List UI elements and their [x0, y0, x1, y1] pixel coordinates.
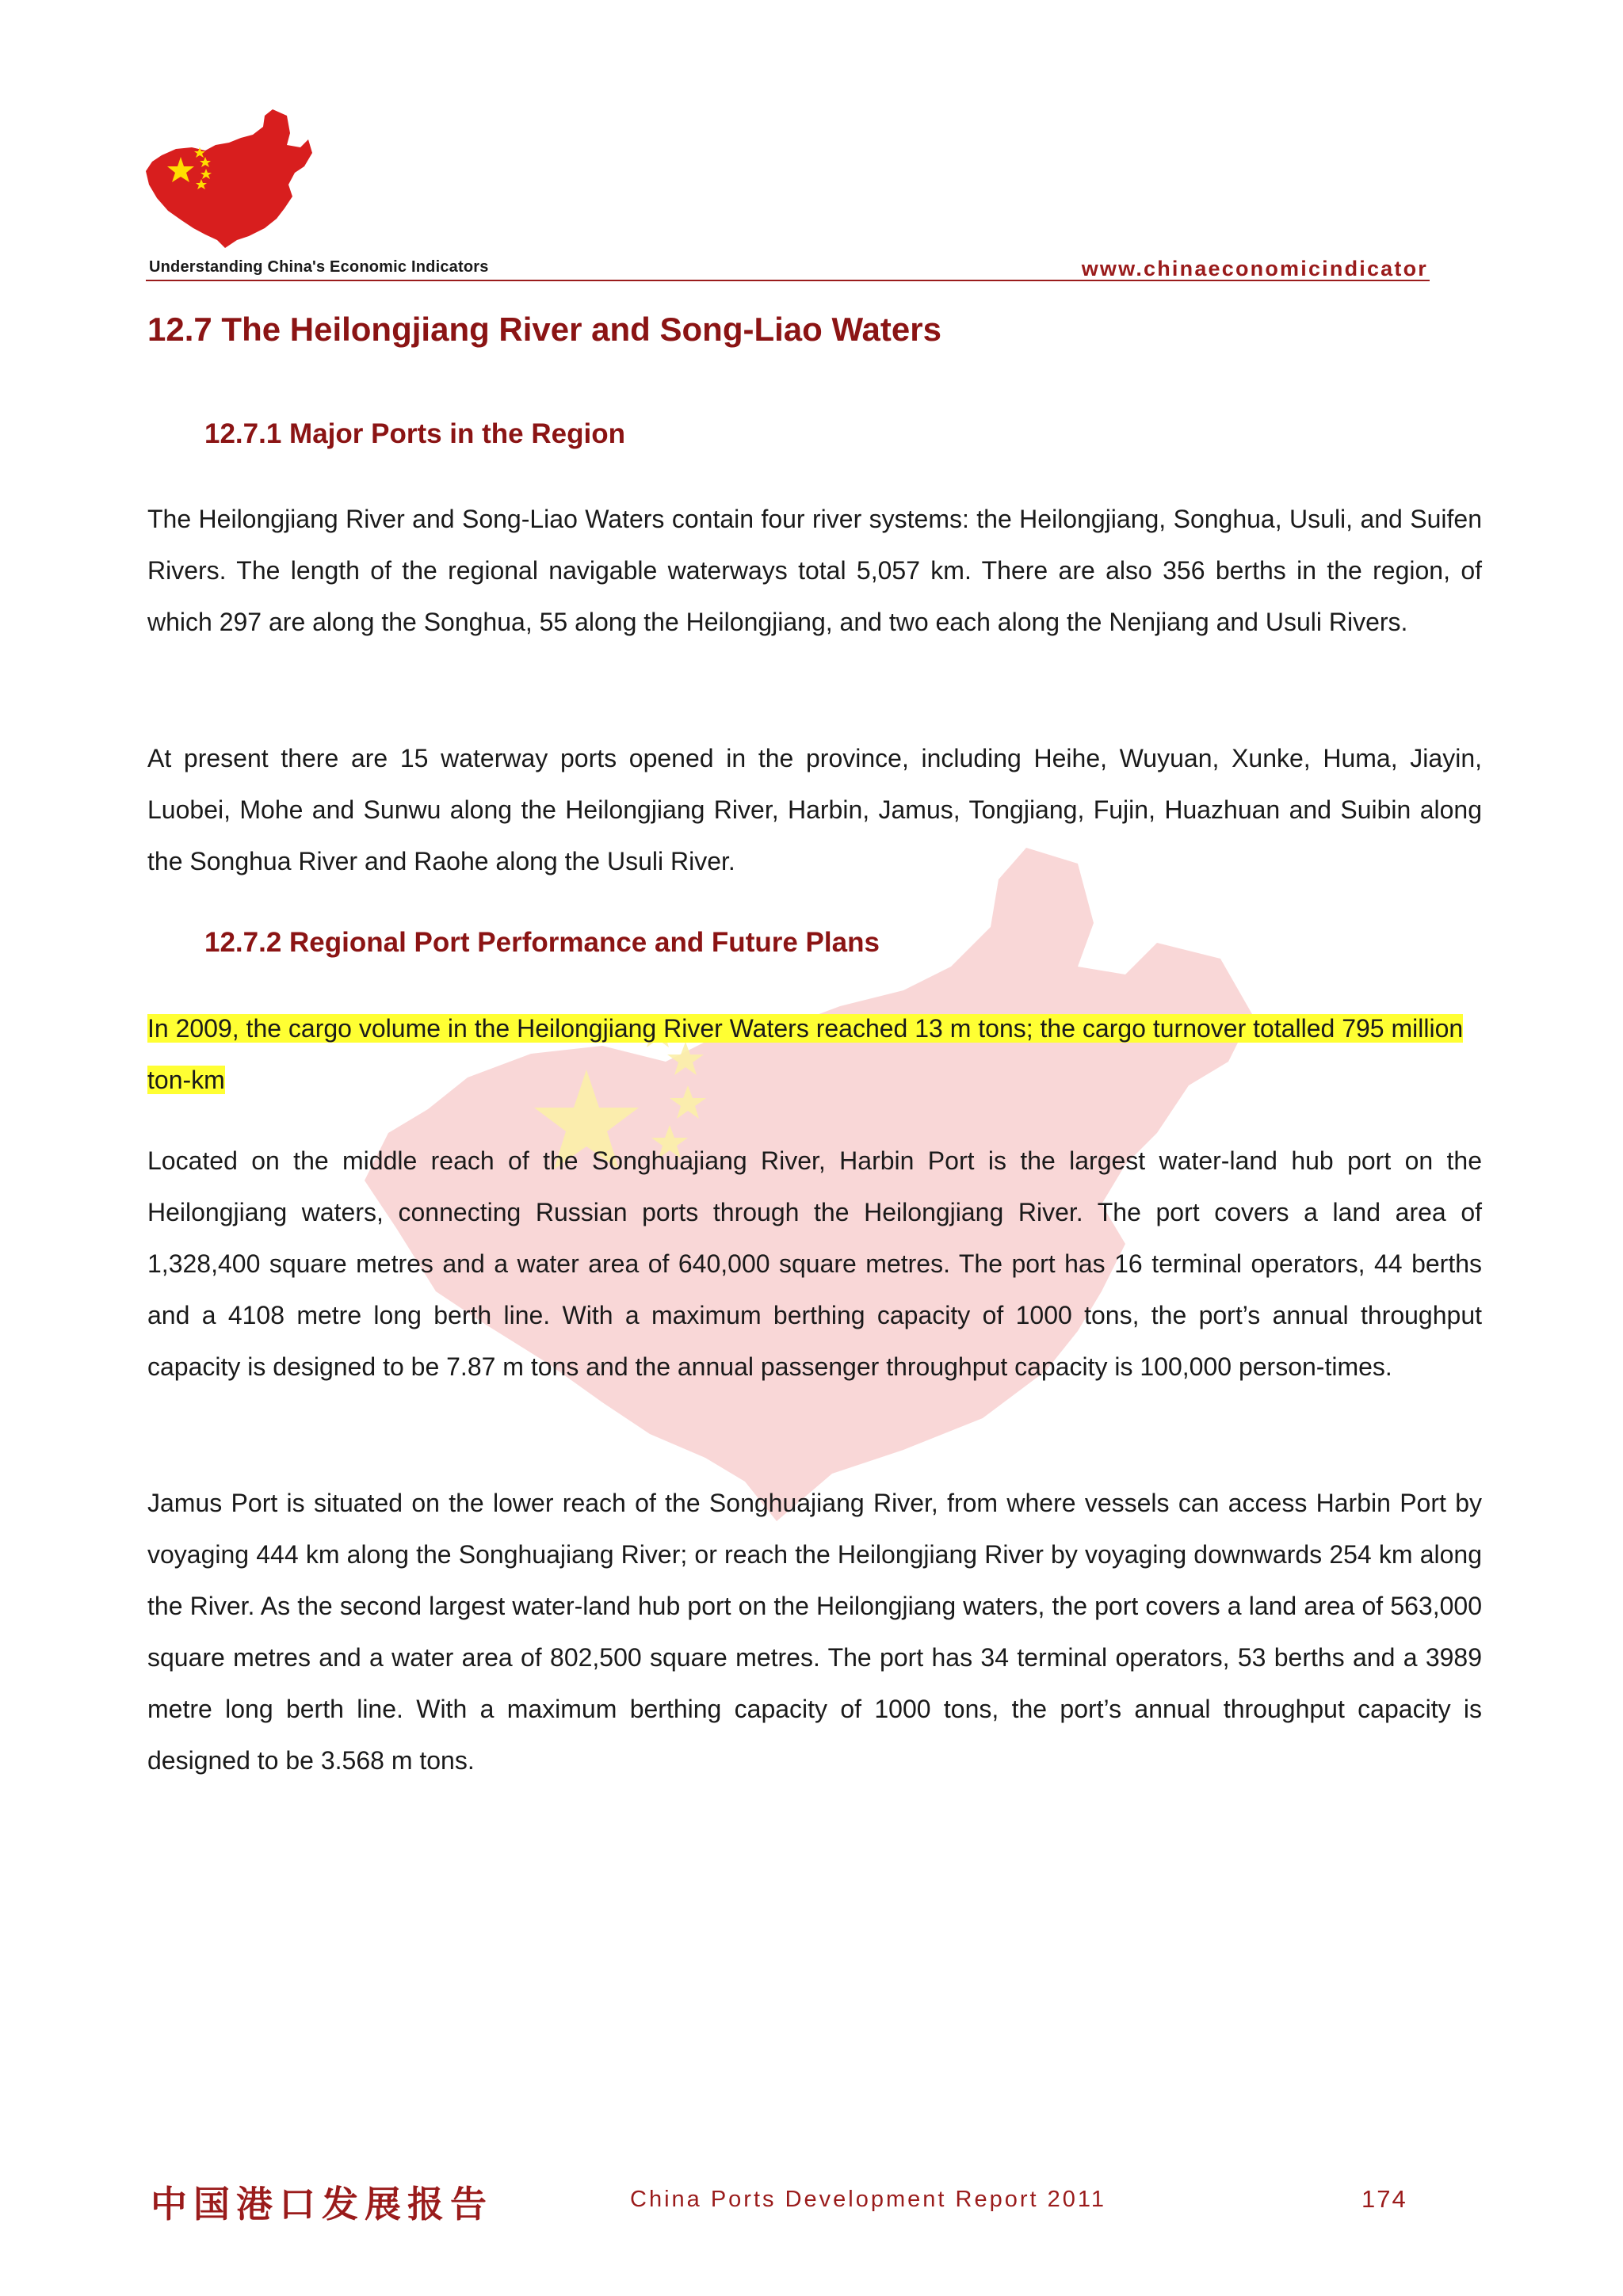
header-tagline: Understanding China's Economic Indicators: [149, 258, 489, 276]
footer-page-number: 174: [1361, 2185, 1407, 2213]
paragraph-river-systems: The Heilongjiang River and Song-Liao Waters contain four river systems: the Heilongjiang, Songhua, Usuli, and Suifen Rivers. The length of the regional navigable waterways total 5,057 km. There are also 356 berths in the region, of which 297 are along the Songhua, 55 along the Heilongjiang, and two each along the Nenjiang and Usuli Rivers.: [147, 505, 1482, 636]
footer-chinese-title: 中国港口发展报告: [151, 2183, 493, 2225]
header-divider: [146, 280, 1430, 281]
paragraph-harbin-port: Located on the middle reach of the Songhuajiang River, Harbin Port is the largest water-land hub port on the Heilongjiang waters, connecting Russian ports through the Heilongjiang River. The port covers a land area of 1,328,400 square metres and a water area of 640,000 square metres. The port has 16 terminal operators, 44 berths and a 4108 metre long berth line. With a maximum berthing capacity of 1000 tons, the port’s annual throughput capacity is designed to be 7.87 m tons and the annual passenger throughput capacity is 100,000 person-times.: [147, 1146, 1482, 1381]
paragraph-waterway-ports: At present there are 15 waterway ports opened in the province, including Heihe, Wuyuan, Xunke, Huma, Jiayin, Luobei, Mohe and Sunwu along the Heilongjiang River, Harbin, Jamus, Tongjiang, Fujin, Huazhuan and Suibin along the Songhua River and Raohe along the Usuli River.: [147, 744, 1482, 875]
footer-report-title: China Ports Development Report 2011: [630, 2187, 1106, 2212]
china-map-flag-icon: [146, 109, 312, 248]
paragraph-jamus-port: Jamus Port is situated on the lower reach of the Songhuajiang River, from where vessels can access Harbin Port by voyaging 444 km along the Songhuajiang River; or reach the Heilongjiang River by voyaging downwards 254 km along the River. As the second largest water-land hub port on the Heilongjiang waters, the port covers a land area of 563,000 square metres and a water area of 802,500 square metres. The port has 34 terminal operators, 53 berths and a 3989 metre long berth line. With a maximum berthing capacity of 1000 tons, the port’s annual throughput capacity is designed to be 3.568 m tons.: [147, 1489, 1482, 1775]
subsection-title-port-performance: 12.7.2 Regional Port Performance and Future Plans: [204, 927, 880, 958]
paragraph-cargo-volume: [147, 1003, 1482, 1106]
highlighted-text: In 2009, the cargo volume in the Heilongjiang River Waters reached 13 m tons; the cargo turnover totalled 795 million ton-km: [147, 1014, 1464, 1094]
header-site-url[interactable]: www.chinaeconomicindicator: [1081, 257, 1428, 280]
subsection-title-major-ports: 12.7.1 Major Ports in the Region: [204, 418, 625, 449]
section-title: 12.7 The Heilongjiang River and Song-Liao Waters: [147, 311, 941, 348]
